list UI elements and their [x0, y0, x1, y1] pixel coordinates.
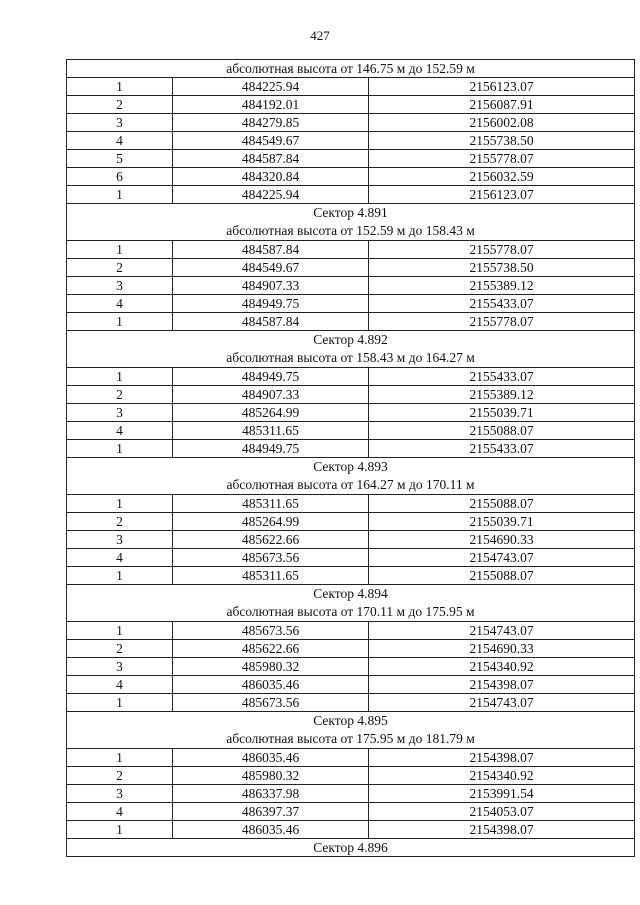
point-number: 1 [67, 368, 173, 386]
point-number: 3 [67, 277, 173, 295]
coordinate-y: 2156002.08 [369, 114, 635, 132]
table-row [67, 96, 635, 114]
coordinate-x: 485622.66 [173, 640, 369, 658]
coordinate-x: 484192.01 [173, 96, 369, 114]
coordinate-y: 2155389.12 [369, 277, 635, 295]
sector-header-row [67, 458, 635, 495]
table-row [67, 549, 635, 567]
point-number: 2 [67, 96, 173, 114]
point-number: 1 [67, 622, 173, 640]
table-row [67, 676, 635, 694]
sector-header-row [67, 839, 635, 857]
coordinate-y: 2156087.91 [369, 96, 635, 114]
point-number: 1 [67, 821, 173, 839]
point-number: 4 [67, 295, 173, 313]
sector-header-row [67, 585, 635, 622]
table-row [67, 622, 635, 640]
coordinates-table [66, 59, 635, 857]
sector-title: Сектор 4.893 [313, 459, 388, 474]
sector-header-row [67, 60, 635, 78]
coordinate-x: 484549.67 [173, 259, 369, 277]
coordinate-x: 484549.67 [173, 132, 369, 150]
altitude-range: абсолютная высота от 146.75 м до 152.59 м [226, 60, 475, 76]
coordinate-y: 2155433.07 [369, 440, 635, 458]
coordinate-x: 486035.46 [173, 749, 369, 767]
coordinate-y: 2156123.07 [369, 186, 635, 204]
table-row [67, 422, 635, 440]
point-number: 2 [67, 386, 173, 404]
coordinate-y: 2155778.07 [369, 150, 635, 168]
coordinate-y: 2155778.07 [369, 313, 635, 331]
coordinate-x: 485673.56 [173, 622, 369, 640]
coordinate-y: 2154398.07 [369, 749, 635, 767]
coordinate-x: 484587.84 [173, 241, 369, 259]
point-number: 1 [67, 78, 173, 96]
sector-header [67, 712, 635, 749]
sector-header [67, 331, 635, 368]
table-row [67, 132, 635, 150]
coordinate-x: 484587.84 [173, 313, 369, 331]
coordinate-x: 484587.84 [173, 150, 369, 168]
point-number: 2 [67, 640, 173, 658]
sector-header-row [67, 712, 635, 749]
coordinate-x: 484907.33 [173, 277, 369, 295]
point-number: 3 [67, 658, 173, 676]
table-row [67, 386, 635, 404]
table-row [67, 803, 635, 821]
coordinate-y: 2156123.07 [369, 78, 635, 96]
table-row [67, 694, 635, 712]
point-number: 4 [67, 803, 173, 821]
altitude-range: абсолютная высота от 152.59 м до 158.43 м [226, 223, 475, 238]
table-row [67, 440, 635, 458]
table-row [67, 658, 635, 676]
point-number: 4 [67, 132, 173, 150]
coordinate-y: 2155433.07 [369, 368, 635, 386]
table-row [67, 313, 635, 331]
coordinate-x: 485980.32 [173, 658, 369, 676]
sector-header [67, 458, 635, 495]
coordinate-y: 2155778.07 [369, 241, 635, 259]
coordinate-x: 485264.99 [173, 404, 369, 422]
table-row [67, 567, 635, 585]
table-row [67, 241, 635, 259]
coordinate-x: 484907.33 [173, 386, 369, 404]
point-number: 3 [67, 531, 173, 549]
coordinate-x: 486397.37 [173, 803, 369, 821]
coordinate-x: 484320.84 [173, 168, 369, 186]
sector-header [67, 585, 635, 622]
coordinate-x: 485622.66 [173, 531, 369, 549]
point-number: 3 [67, 404, 173, 422]
table-row [67, 767, 635, 785]
point-number: 1 [67, 495, 173, 513]
coordinate-x: 485311.65 [173, 495, 369, 513]
sector-title: Сектор 4.896 [313, 839, 388, 855]
point-number: 2 [67, 259, 173, 277]
table-row [67, 404, 635, 422]
coordinate-x: 484949.75 [173, 295, 369, 313]
coordinate-y: 2155088.07 [369, 422, 635, 440]
table-row [67, 186, 635, 204]
point-number: 5 [67, 150, 173, 168]
sector-header [67, 839, 635, 857]
sector-title: Сектор 4.891 [313, 205, 388, 220]
table-row [67, 513, 635, 531]
coordinate-x: 485264.99 [173, 513, 369, 531]
coordinate-x: 484279.85 [173, 114, 369, 132]
coordinate-y: 2154398.07 [369, 821, 635, 839]
altitude-range: абсолютная высота от 158.43 м до 164.27 м [226, 350, 475, 365]
coordinate-x: 484225.94 [173, 186, 369, 204]
coordinate-x: 485673.56 [173, 694, 369, 712]
altitude-range: абсолютная высота от 170.11 м до 175.95 м [226, 604, 475, 619]
coordinate-x: 486035.46 [173, 821, 369, 839]
sector-title: Сектор 4.895 [313, 713, 388, 728]
sector-title: Сектор 4.892 [313, 332, 388, 347]
coordinate-x: 485673.56 [173, 549, 369, 567]
coordinate-y: 2155039.71 [369, 404, 635, 422]
coordinate-y: 2154743.07 [369, 694, 635, 712]
table-row [67, 114, 635, 132]
point-number: 1 [67, 567, 173, 585]
altitude-range: абсолютная высота от 164.27 м до 170.11 м [226, 477, 475, 492]
coordinate-y: 2155088.07 [369, 567, 635, 585]
point-number: 1 [67, 313, 173, 331]
point-number: 4 [67, 549, 173, 567]
table-row [67, 259, 635, 277]
table-row [67, 277, 635, 295]
sector-header-row [67, 204, 635, 241]
sector-header-row [67, 331, 635, 368]
point-number: 1 [67, 440, 173, 458]
coordinate-y: 2154398.07 [369, 676, 635, 694]
point-number: 4 [67, 676, 173, 694]
point-number: 2 [67, 513, 173, 531]
coordinate-y: 2154690.33 [369, 531, 635, 549]
point-number: 4 [67, 422, 173, 440]
coordinate-x: 485311.65 [173, 422, 369, 440]
coordinate-y: 2153991.54 [369, 785, 635, 803]
sector-title: Сектор 4.894 [313, 586, 388, 601]
point-number: 1 [67, 186, 173, 204]
table-row [67, 295, 635, 313]
table-row [67, 150, 635, 168]
table-row [67, 495, 635, 513]
coordinate-y: 2154340.92 [369, 658, 635, 676]
table-row [67, 785, 635, 803]
coordinate-y: 2154743.07 [369, 549, 635, 567]
sector-header [67, 204, 635, 241]
point-number: 3 [67, 785, 173, 803]
table-row [67, 531, 635, 549]
coordinate-y: 2155088.07 [369, 495, 635, 513]
point-number: 6 [67, 168, 173, 186]
coordinate-y: 2154690.33 [369, 640, 635, 658]
table-row [67, 368, 635, 386]
coordinate-y: 2155433.07 [369, 295, 635, 313]
point-number: 3 [67, 114, 173, 132]
coordinate-x: 486035.46 [173, 676, 369, 694]
coordinate-x: 486337.98 [173, 785, 369, 803]
page-number: 427 [310, 28, 330, 43]
coordinate-y: 2154743.07 [369, 622, 635, 640]
coordinate-y: 2155738.50 [369, 259, 635, 277]
table-row [67, 640, 635, 658]
coordinate-x: 485980.32 [173, 767, 369, 785]
table-row [67, 749, 635, 767]
coordinate-x: 484949.75 [173, 368, 369, 386]
point-number: 1 [67, 241, 173, 259]
point-number: 1 [67, 694, 173, 712]
table-row [67, 78, 635, 96]
coordinate-y: 2154340.92 [369, 767, 635, 785]
coordinate-x: 485311.65 [173, 567, 369, 585]
point-number: 2 [67, 767, 173, 785]
coordinate-y: 2155738.50 [369, 132, 635, 150]
altitude-range: абсолютная высота от 175.95 м до 181.79 м [226, 731, 475, 746]
coordinate-y: 2156032.59 [369, 168, 635, 186]
table-row [67, 821, 635, 839]
coordinate-x: 484949.75 [173, 440, 369, 458]
coordinate-y: 2154053.07 [369, 803, 635, 821]
table-row [67, 168, 635, 186]
coordinate-x: 484225.94 [173, 78, 369, 96]
sector-header [67, 60, 635, 78]
coordinate-y: 2155039.71 [369, 513, 635, 531]
point-number: 1 [67, 749, 173, 767]
coordinate-y: 2155389.12 [369, 386, 635, 404]
